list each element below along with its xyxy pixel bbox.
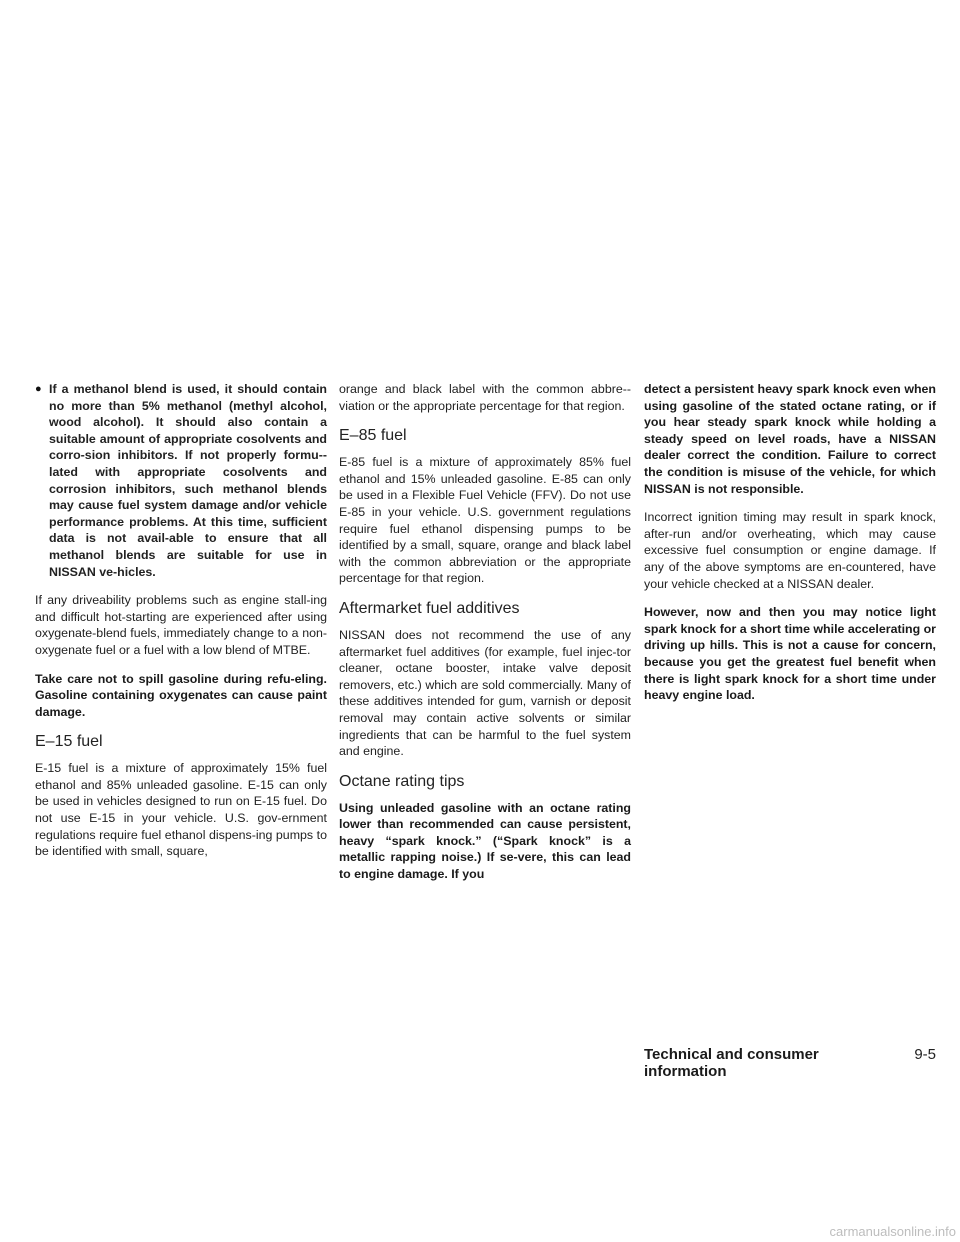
light-knock-paragraph: However, now and then you may notice light spark knock for a short time while accelerating or driving up hills. This is not a cause for concern, because you get the greatest fuel benefit when there is light spark knock for a short time under heavy engine load. <box>644 605 936 703</box>
bullet-item-methanol <box>35 381 327 580</box>
page-number: 9-5 <box>914 1046 937 1063</box>
additives-heading: Aftermarket fuel additives <box>339 599 520 617</box>
footer-section-title: Technical and consumer information <box>644 1046 819 1080</box>
bullet-dot-icon: ● <box>35 383 42 395</box>
driveability-paragraph: If any driveability problems such as engine stall-ing and difficult hot-starting are experienced after using oxygenate-blend fuels, immediately change to a non-oxygenate fuel or a fuel with a low blend of MTBE. <box>35 593 327 657</box>
octane-continued-paragraph: detect a persistent heavy spark knock even when using gasoline of the stated octane rating, or if you hear steady spark knock while holding a steady speed on level roads, have a NISSAN dealer correct the condition. Failure to correct the condition is misuse of the vehicle, for which NISSAN is not responsible. <box>644 382 936 496</box>
e85-heading: E–85 fuel <box>339 427 407 445</box>
octane-heading: Octane rating tips <box>339 772 465 790</box>
column-2 <box>339 381 631 895</box>
methanol-warning-text: If a methanol blend is used, it should contain no more than 5% methanol (methyl alcohol, wood alcohol). It should also contain a suitable amount of appropriate cosolvents and corro-sion inhibitors. If not properly formu-lated with appropriate cosolvents and corrosion inhibitors, such methanol blends may cause fuel system damage and/or vehicle performance problems. At this time, sufficient data is not avail-able to ensure that all methanol blends are suitable for use in NISSAN ve-hicles. <box>49 382 327 579</box>
column-3 <box>644 381 936 716</box>
page-footer <box>644 1046 936 1080</box>
e85-paragraph: E-85 fuel is a mixture of approximately 85% fuel ethanol and 15% unleaded gasoline. E-85 can only be used in a Flexible Fuel Vehicle (FFV). Do not use E-85 in your vehicle. U.S. government regulations require fuel ethanol dispensing pumps to be identified by a small, square, orange and black label with the common abbreviation or the appropriate percentage for that region. <box>339 455 631 586</box>
e15-continued-paragraph: orange and black label with the common abbre-viation or the appropriate percentage for that region. <box>339 382 631 413</box>
e15-paragraph: E-15 fuel is a mixture of approximately 15% fuel ethanol and 85% unleaded gasoline. E-15 can only be used in vehicles designed to run on E-15 fuel. Do not use E-15 in your vehicle. U.S. gov-ernment regulations require fuel ethanol dispens-ing pumps to be identified with small, square, <box>35 761 327 859</box>
ignition-timing-paragraph: Incorrect ignition timing may result in spark knock, after-run and/or overheating, which may cause excessive fuel consumption or engine damage. If any of the above symptoms are en-countered, have your vehicle checked at a NISSAN dealer. <box>644 510 936 591</box>
e15-heading: E–15 fuel <box>35 733 103 751</box>
watermark: carmanualsonline.info <box>829 1224 956 1239</box>
octane-paragraph: Using unleaded gasoline with an octane rating lower than recommended can cause persistent, heavy “spark knock.” (“Spark knock” is a metallic rapping noise.) If se-vere, this can lead to engine damage. If you <box>339 800 631 882</box>
additives-paragraph: NISSAN does not recommend the use of any aftermarket fuel additives (for example, fuel injec-tor cleaner, octane booster, intake valve deposit removers, etc.) which are sold commercially. Many of these additives intended for gum, varnish or deposit removal may contain active solvents or similar ingredients that can be harmful to the fuel system and engine. <box>339 627 631 759</box>
spill-warning-paragraph: Take care not to spill gasoline during refu-eling. Gasoline containing oxygenates can cause paint damage. <box>35 671 327 719</box>
column-1 <box>35 381 327 872</box>
